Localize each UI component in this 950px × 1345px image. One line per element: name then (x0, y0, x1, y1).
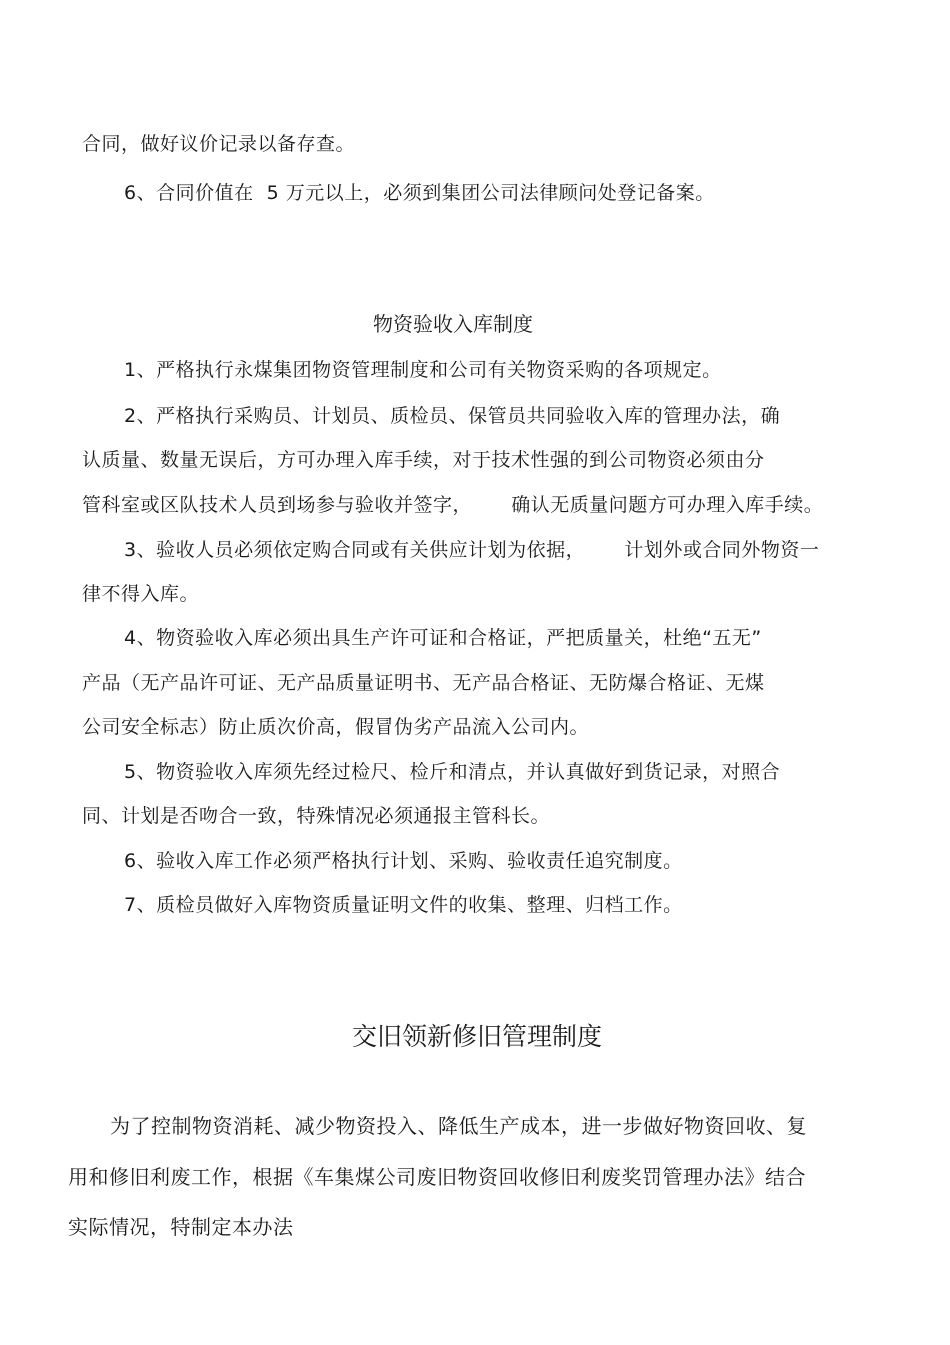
paragraph-line: 3、验收人员必须依定购合同或有关供应计划为依据， 计划外或合同外物资一 (124, 539, 820, 561)
section-title-receiving: 物资验收入库制度 (373, 312, 533, 336)
paragraph-line: 公司安全标志）防止质次价高，假冒伪劣产品流入公司内。 (82, 716, 590, 738)
paragraph-line: 律不得入库。 (82, 583, 200, 605)
paragraph-line: 认质量、数量无误后，方可办理入库手续，对于技术性强的到公司物资必须由分 (82, 449, 765, 471)
paragraph-line: 6、合同价值在 5 万元以上，必须到集团公司法律顾问处登记备案。 (124, 182, 715, 204)
paragraph-line: 1、严格执行永煤集团物资管理制度和公司有关物资采购的各项规定。 (124, 359, 722, 381)
paragraph-line: 用和修旧利废工作，根据《车集煤公司废旧物资回收修旧利废奖罚管理办法》结合 (68, 1165, 806, 1189)
paragraph-line: 同、计划是否吻合一致，特殊情况必须通报主管科长。 (82, 805, 551, 827)
section-title-repair: 交旧领新修旧管理制度 (352, 1022, 603, 1051)
paragraph-line: 实际情况，特制定本办法 (68, 1215, 294, 1239)
paragraph-line: 合同，做好议价记录以备存查。 (82, 133, 356, 155)
paragraph-line: 4、物资验收入库必须出具生产许可证和合格证，严把质量关，杜绝“五无” (124, 627, 762, 649)
paragraph-line: 为了控制物资消耗、减少物资投入、降低生产成本，进一步做好物资回收、复 (110, 1114, 807, 1138)
paragraph-line: 2、严格执行采购员、计划员、质检员、保管员共同验收入库的管理办法，确 (124, 405, 781, 427)
paragraph-line: 7、质检员做好入库物资质量证明文件的收集、整理、归档工作。 (124, 894, 683, 916)
paragraph-line: 5、物资验收入库须先经过检尺、检斤和清点，并认真做好到货记录，对照合 (124, 761, 781, 783)
paragraph-line: 6、验收入库工作必须严格执行计划、采购、验收责任追究制度。 (124, 850, 683, 872)
paragraph-line: 管科室或区队技术人员到场参与验收并签字， 确认无质量问题方可办理入库手续。 (82, 494, 824, 516)
paragraph-line: 产品（无产品许可证、无产品质量证明书、无产品合格证、无防爆合格证、无煤 (82, 672, 765, 694)
